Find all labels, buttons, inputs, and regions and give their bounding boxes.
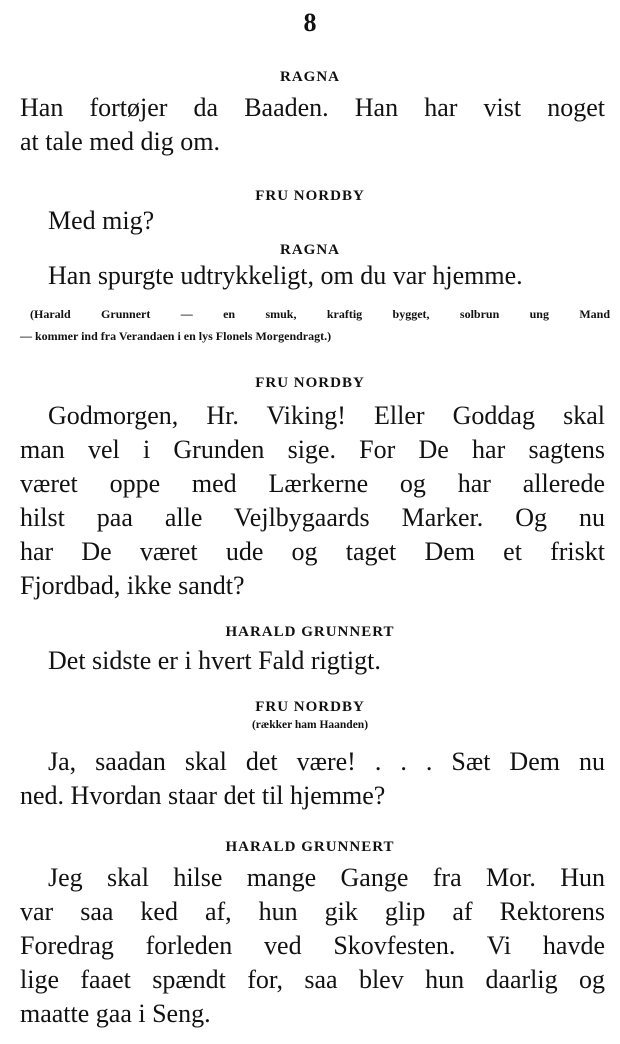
speaker-name: FRU NORDBY — [255, 188, 365, 204]
speaker-name: RAGNA — [280, 69, 340, 85]
dialogue-line: man vel i Grunden sige. For De har sagtens — [20, 435, 605, 464]
dialogue-line: ned. Hvordan staar det til hjemme? — [20, 781, 386, 810]
dialogue-line: Fjordbad, ikke sandt? — [20, 571, 245, 600]
dialogue-line: hilst paa alle Vejlbygaards Marker. Og nu — [20, 503, 605, 532]
dialogue-line: Ja, saadan skal det være! . . . Sæt Dem nu — [48, 747, 605, 776]
dialogue-line: Han fortøjer da Baaden. Han har vist noget — [20, 93, 605, 122]
dialogue-line: at tale med dig om. — [20, 127, 221, 156]
dialogue-line: Godmorgen, Hr. Viking! Eller Goddag skal — [48, 401, 605, 430]
dialogue-line: maatte gaa i Seng. — [20, 999, 211, 1028]
speaker-name: FRU NORDBY — [255, 699, 365, 715]
speaker-name: HARALD GRUNNERT — [225, 624, 395, 640]
dialogue-line: været oppe med Lærkerne og har allerede — [20, 469, 605, 498]
dialogue-line: Jeg skal hilse mange Gange fra Mor. Hun — [48, 863, 605, 892]
speaker-name: FRU NORDBY — [255, 375, 365, 391]
dialogue-line: Det sidste er i hvert Fald rigtigt. — [48, 646, 381, 675]
speaker-direction: (rækker ham Haanden) — [251, 719, 369, 731]
dialogue-line: var saa ked af, hun gik glip af Rektorens — [20, 897, 605, 926]
stage-direction-line: (Harald Grunnert — en smuk, kraftig bygget, solbrun ung Mand — [30, 307, 610, 321]
dialogue-line: har De været ude og taget Dem et friskt — [20, 537, 605, 566]
dialogue-line: Med mig? — [48, 206, 155, 235]
speaker-name: RAGNA — [280, 242, 340, 258]
dialogue-line: Han spurgte udtrykkeligt, om du var hjemme. — [48, 261, 523, 290]
speaker-name: HARALD GRUNNERT — [225, 839, 395, 855]
dialogue-line: lige faaet spændt for, saa blev hun daarlig og — [20, 965, 605, 994]
stage-direction-line: — kommer ind fra Verandaen i en lys Flonels Morgendragt.) — [20, 329, 332, 343]
page-number: 8 — [303, 8, 317, 37]
dialogue-line: Foredrag forleden ved Skovfesten. Vi havde — [20, 931, 605, 960]
